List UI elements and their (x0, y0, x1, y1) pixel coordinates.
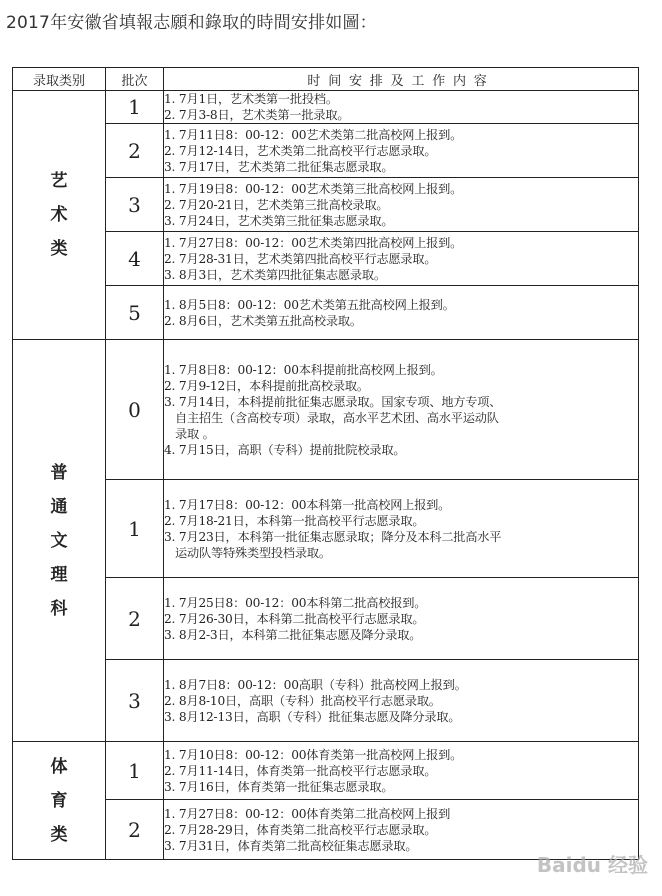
table-row (13, 340, 639, 480)
schedule-line: 1. 7月11日8：00-12：00艺术类第二批高校网上报到。 (164, 127, 463, 142)
schedule-line: 3. 8月3日，艺术类第四批征集志愿录取。 (164, 267, 386, 282)
schedule-items (164, 480, 639, 578)
table-row (13, 742, 639, 800)
schedule-line: 2. 7月20-21日，艺术类第三批高校录取。 (164, 197, 389, 212)
table-row (13, 124, 639, 178)
schedule-items (164, 286, 639, 340)
batch-number: 3 (106, 178, 164, 232)
category-char: 通 (50, 496, 68, 517)
category-char: 艺 (50, 171, 68, 191)
schedule-line: 3. 8月2-3日，本科第二批征集志愿及降分录取。 (164, 627, 422, 642)
schedule-line: 1. 7月27日8：00-12：00艺术类第四批高校网上报到。 (164, 235, 463, 250)
schedule-line: 2. 7月9-12日，本科提前批高校录取。 (164, 378, 369, 393)
schedule-items (164, 91, 639, 124)
schedule-line: 1. 7月27日8：00-12：00体育类第二批高校网上报到 (164, 806, 451, 821)
category-char: 类 (50, 239, 68, 259)
category-char: 科 (50, 598, 68, 619)
schedule-line: 1. 7月17日8：00-12：00本科第一批高校网上报到。 (164, 497, 451, 512)
schedule-body (13, 91, 639, 860)
schedule-line: 3. 7月23日，本科第一批征集志愿录取；降分及本科二批高水平 (164, 529, 502, 544)
category-cell (13, 91, 106, 340)
page-heading: 2017年安徽省填報志願和錄取的時間安排如圖： (6, 13, 377, 33)
category-char: 理 (50, 564, 68, 585)
category-cell (13, 340, 106, 742)
schedule-items (164, 578, 639, 660)
category-char: 文 (50, 530, 68, 551)
schedule-items (164, 124, 639, 178)
schedule-line: 3. 7月17日，艺术类第二批征集志愿录取。 (164, 159, 394, 174)
schedule-items (164, 340, 639, 480)
header-batch: 批次 (106, 68, 164, 91)
batch-number: 2 (106, 578, 164, 660)
schedule-line: 1. 7月19日8：00-12：00艺术类第三批高校网上报到。 (164, 181, 463, 196)
batch-number: 4 (106, 232, 164, 286)
category-char: 类 (50, 824, 68, 845)
schedule-line: 1. 7月8日8：00-12：00本科提前批高校网上报到。 (164, 362, 443, 377)
schedule-line: 3. 8月12-13日，高职（专科）批征集志愿及降分录取。 (164, 709, 461, 724)
batch-number: 3 (106, 660, 164, 742)
batch-number: 2 (106, 124, 164, 178)
schedule-line: 2. 7月11-14日，体育类第一批高校平行志愿录取。 (164, 763, 437, 778)
batch-number: 1 (106, 742, 164, 800)
schedule-line: 1. 7月10日8：00-12：00体育类第一批高校网上报到。 (164, 747, 463, 762)
schedule-line: 1. 7月25日8：00-12：00本科第二批高校报到。 (164, 595, 427, 610)
schedule-line: 3. 7月14日，本科提前批征集志愿录取。国家专项、地方专项、 (164, 394, 502, 409)
schedule-line: 2. 7月18-21日，本科第一批高校平行志愿录取。 (164, 513, 425, 528)
watermark: Baidu 经验 (536, 853, 648, 877)
category-char: 育 (50, 790, 68, 811)
schedule-line: 录取 。 (164, 426, 215, 441)
schedule-line: 1. 8月5日8：00-12：00艺术类第五批高校网上报到。 (164, 297, 455, 312)
schedule-line: 3. 7月24日，艺术类第三批征集志愿录取。 (164, 213, 394, 228)
schedule-items (164, 232, 639, 286)
header-category: 录取类别 (13, 68, 106, 91)
schedule-table (12, 67, 639, 860)
category-char: 普 (50, 462, 68, 483)
batch-number: 1 (106, 480, 164, 578)
schedule-line: 2. 7月26-30日，本科第二批高校平行志愿录取。 (164, 611, 425, 626)
batch-number: 2 (106, 800, 164, 860)
schedule-line: 4. 7月15日，高职（专科）提前批院校录取。 (164, 442, 406, 457)
schedule-line: 2. 7月12-14日，艺术类第二批高校平行志愿录取。 (164, 143, 437, 158)
table-row (13, 660, 639, 742)
table-row (13, 232, 639, 286)
schedule-line: 2. 7月28-29日，体育类第二批高校平行志愿录取。 (164, 822, 437, 837)
schedule-line: 1. 8月7日8：00-12：00高职（专科）批高校网上报到。 (164, 677, 467, 692)
table-row (13, 286, 639, 340)
schedule-line: 3. 7月16日，体育类第一批征集志愿录取。 (164, 779, 394, 794)
schedule-line: 2. 7月28-31日，艺术类第四批高校平行志愿录取。 (164, 251, 437, 266)
table-row (13, 480, 639, 578)
schedule-line: 3. 7月31日，体育类第二批高校征集志愿录取。 (164, 838, 418, 853)
schedule-line: 2. 8月6日，艺术类第五批高校录取。 (164, 313, 362, 328)
header-content: 时间安排及工作内容 (164, 68, 639, 91)
batch-number: 1 (106, 91, 164, 124)
table-row (13, 178, 639, 232)
schedule-items (164, 660, 639, 742)
batch-number: 0 (106, 340, 164, 480)
category-char: 体 (50, 756, 68, 777)
header-row (13, 68, 639, 91)
schedule-items (164, 742, 639, 800)
schedule-items (164, 178, 639, 232)
table-row (13, 578, 639, 660)
schedule-line: 2. 8月8-10日，高职（专科）批高校平行志愿录取。 (164, 693, 441, 708)
table-row (13, 91, 639, 124)
schedule-line: 2. 7月3-8日，艺术类第一批录取。 (164, 108, 350, 122)
schedule-line: 1. 7月1日，艺术类第一批投档。 (164, 92, 338, 106)
schedule-line: 运动队等特殊类型投档录取。 (164, 545, 331, 560)
batch-number: 5 (106, 286, 164, 340)
schedule-line: 自主招生（含高校专项）录取，高水平艺术团、高水平运动队 (164, 410, 499, 425)
category-cell (13, 742, 106, 860)
category-char: 术 (50, 205, 68, 225)
